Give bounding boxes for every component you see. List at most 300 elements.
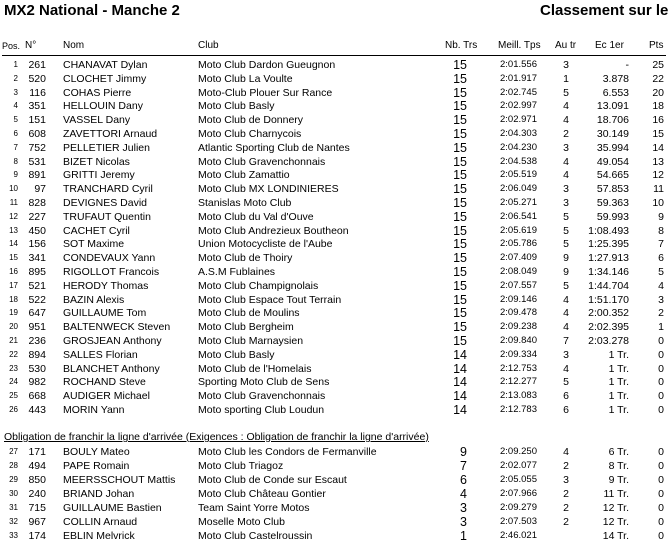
table-row xyxy=(0,445,668,459)
cell-pos: 14 xyxy=(9,239,18,249)
cell-name: EBLIN Melvrick xyxy=(63,530,135,542)
cell-autr: 7 xyxy=(563,335,569,347)
cell-club: Moto Club Triagoz xyxy=(198,460,284,472)
cell-trs: 15 xyxy=(453,306,467,321)
cell-club: Moto Club Charnycois xyxy=(198,128,302,140)
cell-pos: 15 xyxy=(9,253,18,263)
cell-name: COHAS Pierre xyxy=(63,86,132,99)
cell-time: 2:09.279 xyxy=(500,502,537,513)
cell-ecart: 1 Tr. xyxy=(608,404,629,416)
cell-pos: 1 xyxy=(13,60,18,69)
table-row xyxy=(0,99,668,113)
cell-pos: 26 xyxy=(9,405,18,414)
cell-autr: 3 xyxy=(563,474,569,486)
table-row xyxy=(0,58,668,72)
cell-time: 2:04.303 xyxy=(500,128,537,139)
cell-num: 891 xyxy=(28,169,46,182)
cell-num: 895 xyxy=(28,266,46,278)
cell-trs: 15 xyxy=(453,237,467,252)
cell-autr: 2 xyxy=(563,488,569,500)
cell-ecart: 1:25.395 xyxy=(588,238,629,251)
cell-ecart: - xyxy=(625,59,629,71)
cell-club: Moto sporting Club Loudun xyxy=(198,404,325,416)
cell-autr: 3 xyxy=(563,59,569,71)
section-note: Obligation de franchir la ligne d'arrivée (Exigences : Obligation de franchir la ligne d'arrivée) xyxy=(4,431,429,443)
cell-autr: 2 xyxy=(563,516,569,528)
cell-club: Sporting Moto Club de Sens xyxy=(198,376,330,389)
cell-time: 2:06.049 xyxy=(500,183,537,195)
cell-num: 647 xyxy=(28,307,46,320)
cell-trs: 15 xyxy=(453,113,467,128)
cell-name: CONDEVAUX Yann xyxy=(63,252,156,265)
cell-autr: 4 xyxy=(563,169,569,182)
cell-ecart: 1:44.704 xyxy=(588,279,629,292)
cell-club: Moto Club de l'Homelais xyxy=(198,362,312,375)
table-row xyxy=(0,487,668,501)
cell-num: 850 xyxy=(28,474,46,486)
cell-num: 530 xyxy=(28,362,46,375)
cell-pos: 25 xyxy=(9,391,18,401)
table-row xyxy=(0,224,668,238)
cell-trs: 15 xyxy=(453,154,467,169)
cell-time: 2:07.503 xyxy=(500,516,537,527)
cell-num: 443 xyxy=(28,404,46,416)
cell-time: 2:05.055 xyxy=(500,474,537,485)
cell-num: 521 xyxy=(28,279,46,292)
cell-ecart: 1 Tr. xyxy=(608,362,629,375)
cell-pos: 10 xyxy=(9,184,18,194)
cell-ecart: 49.054 xyxy=(596,155,629,168)
cell-num: 240 xyxy=(28,488,46,500)
cell-autr: 4 xyxy=(563,114,569,127)
cell-pos: 23 xyxy=(9,363,18,373)
header-num: N° xyxy=(25,40,37,51)
cell-ecart: 18.706 xyxy=(596,114,629,127)
cell-ecart: 35.994 xyxy=(596,141,629,154)
cell-name: PAPE Romain xyxy=(63,460,130,472)
cell-trs: 3 xyxy=(460,501,467,515)
cell-trs: 6 xyxy=(460,473,467,487)
header-pts: Pts xyxy=(649,40,664,51)
table-row xyxy=(0,389,668,403)
cell-club: Team Saint Yorre Motos xyxy=(198,502,310,514)
cell-pts: 0 xyxy=(658,446,664,458)
cell-autr: 5 xyxy=(563,86,569,99)
cell-autr: 5 xyxy=(563,224,569,237)
cell-club: Moselle Moto Club xyxy=(198,516,285,528)
table-row xyxy=(0,127,668,141)
cell-name: TRUFAUT Quentin xyxy=(63,210,151,223)
cell-pts: 13 xyxy=(652,155,664,168)
cell-time: 2:07.557 xyxy=(500,279,537,291)
cell-time: 2:46.021 xyxy=(500,530,537,541)
cell-pts: 0 xyxy=(658,390,664,403)
cell-club: Moto Club Andrezieux Boutheon xyxy=(198,224,349,237)
cell-ecart: 9 Tr. xyxy=(608,474,629,486)
cell-autr: 4 xyxy=(563,100,569,113)
cell-time: 2:09.840 xyxy=(500,335,537,346)
cell-num: 608 xyxy=(28,128,46,140)
cell-num: 894 xyxy=(28,348,46,361)
cell-name: GUILLAUME Tom xyxy=(63,307,147,320)
cell-pos: 6 xyxy=(13,129,18,138)
table-row xyxy=(0,320,668,334)
cell-club: A.S.M Fublaines xyxy=(198,266,276,278)
cell-autr: 5 xyxy=(563,210,569,223)
cell-pts: 16 xyxy=(652,114,664,127)
cell-autr: 1 xyxy=(563,72,569,85)
cell-club: Stanislas Moto Club xyxy=(198,197,292,209)
cell-ecart: 59.363 xyxy=(596,197,629,209)
cell-ecart: 1:08.493 xyxy=(588,224,629,237)
cell-club: Moto Club de Thoiry xyxy=(198,252,293,265)
cell-trs: 15 xyxy=(453,265,467,279)
cell-pos: 8 xyxy=(13,156,18,166)
cell-ecart: 11 Tr. xyxy=(603,488,629,500)
cell-pts: 0 xyxy=(658,516,664,528)
cell-time: 2:09.238 xyxy=(500,321,537,333)
cell-num: 174 xyxy=(28,530,46,542)
cell-num: 116 xyxy=(29,86,46,99)
cell-ecart: 8 Tr. xyxy=(608,460,629,472)
cell-trs: 15 xyxy=(453,223,467,238)
cell-time: 2:05.271 xyxy=(500,197,537,208)
header-autr: Au tr xyxy=(555,40,577,51)
table-row xyxy=(0,375,668,389)
cell-pos: 12 xyxy=(9,211,18,221)
cell-trs: 15 xyxy=(453,140,467,155)
cell-ecart: 30.149 xyxy=(596,128,629,140)
cell-time: 2:12.753 xyxy=(500,362,537,374)
cell-num: 531 xyxy=(28,155,46,168)
cell-club: Moto Club de Conde sur Escaut xyxy=(198,474,347,486)
cell-autr: 5 xyxy=(563,238,569,251)
cell-name: AUDIGER Michael xyxy=(63,390,150,403)
cell-name: GRITTI Jeremy xyxy=(63,169,135,182)
cell-pts: 12 xyxy=(652,169,664,182)
cell-pos: 19 xyxy=(9,308,18,318)
cell-trs: 1 xyxy=(460,529,467,543)
cell-name: HELLOUIN Dany xyxy=(63,100,143,113)
cell-name: BAZIN Alexis xyxy=(63,293,125,306)
cell-pts: 22 xyxy=(652,72,664,85)
cell-pos: 11 xyxy=(9,198,18,207)
cell-pos: 5 xyxy=(13,115,18,125)
cell-autr: 5 xyxy=(563,376,569,389)
cell-autr: 5 xyxy=(563,279,569,292)
cell-num: 97 xyxy=(34,183,46,196)
table-row xyxy=(0,86,668,100)
cell-autr: 3 xyxy=(563,141,569,154)
cell-pts: 0 xyxy=(658,460,664,472)
cell-pts: 6 xyxy=(658,252,664,265)
header-ecart: Ec 1er xyxy=(595,40,624,51)
cell-num: 668 xyxy=(28,390,46,403)
cell-name: BOULY Mateo xyxy=(63,446,130,458)
cell-pos: 27 xyxy=(9,447,18,456)
cell-time: 2:05.786 xyxy=(500,238,537,250)
cell-pts: 0 xyxy=(658,474,664,486)
cell-time: 2:09.146 xyxy=(500,293,537,305)
cell-name: ZAVETTORI Arnaud xyxy=(63,128,158,140)
cell-ecart: 14 Tr. xyxy=(602,530,629,542)
cell-ecart: 1:51.170 xyxy=(588,293,629,306)
cell-name: VASSEL Dany xyxy=(63,114,131,127)
table-row xyxy=(0,251,668,265)
cell-club: Moto Club Château Gontier xyxy=(198,488,326,500)
cell-ecart: 6 Tr. xyxy=(608,446,629,458)
cell-time: 2:01.917 xyxy=(500,72,537,84)
cell-num: 494 xyxy=(28,460,46,472)
header-pos: Pos. xyxy=(2,41,21,51)
cell-pts: 10 xyxy=(652,197,664,209)
cell-trs: 15 xyxy=(453,168,467,183)
cell-name: COLLIN Arnaud xyxy=(63,516,138,528)
cell-autr: 2 xyxy=(563,128,569,140)
cell-trs: 15 xyxy=(453,278,467,293)
cell-pts: 0 xyxy=(658,488,664,500)
cell-num: 715 xyxy=(28,502,46,514)
cell-time: 2:02.971 xyxy=(500,114,537,126)
cell-trs: 14 xyxy=(453,347,467,362)
cell-autr: 4 xyxy=(563,446,569,458)
cell-time: 2:13.083 xyxy=(500,390,537,402)
cell-autr: 2 xyxy=(563,460,569,472)
cell-pts: 0 xyxy=(658,376,664,389)
page-subtitle: Classement sur le xyxy=(540,2,668,19)
cell-num: 828 xyxy=(28,197,46,209)
cell-pos: 20 xyxy=(9,322,18,332)
table-row xyxy=(0,72,668,86)
cell-club: Moto Club Marnaysien xyxy=(198,335,304,347)
cell-pts: 0 xyxy=(658,502,664,514)
cell-autr: 6 xyxy=(563,404,569,416)
cell-pts: 2 xyxy=(658,307,664,320)
cell-num: 982 xyxy=(28,376,46,389)
cell-pts: 11 xyxy=(653,183,664,196)
cell-autr: 9 xyxy=(563,252,569,265)
cell-name: GUILLAUME Bastien xyxy=(63,502,162,514)
header-divider xyxy=(2,55,666,56)
cell-num: 156 xyxy=(28,238,46,251)
table-row xyxy=(0,459,668,473)
cell-club: Moto Club Champignolais xyxy=(198,279,319,292)
cell-club: Moto Club Gravenchonnais xyxy=(198,390,326,403)
cell-name: MORIN Yann xyxy=(63,404,125,416)
cell-pts: 14 xyxy=(652,141,664,154)
table-row xyxy=(0,182,668,196)
cell-time: 2:09.334 xyxy=(500,348,537,360)
cell-pts: 18 xyxy=(652,100,664,113)
cell-club: Moto Club Espace Tout Terrain xyxy=(198,293,342,306)
cell-ecart: 6.553 xyxy=(602,86,629,99)
cell-pos: 31 xyxy=(9,503,18,512)
cell-name: SOT Maxime xyxy=(63,238,125,251)
header-club: Club xyxy=(198,40,219,51)
table-row xyxy=(0,334,668,348)
cell-club: Moto Club Basly xyxy=(198,100,275,113)
cell-pts: 7 xyxy=(658,238,664,251)
cell-name: BRIAND Johan xyxy=(63,488,135,500)
cell-name: HERODY Thomas xyxy=(63,279,149,292)
table-row xyxy=(0,113,668,127)
cell-club: Moto Club Dardon Gueugnon xyxy=(198,59,336,71)
cell-ecart: 57.853 xyxy=(596,183,629,196)
cell-ecart: 59.993 xyxy=(596,210,629,223)
cell-pts: 0 xyxy=(658,348,664,361)
cell-pos: 4 xyxy=(13,101,18,111)
cell-autr: 3 xyxy=(563,197,569,209)
cell-trs: 9 xyxy=(460,445,467,459)
cell-ecart: 1:27.913 xyxy=(588,252,629,265)
cell-pos: 30 xyxy=(9,489,18,498)
cell-ecart: 2:00.352 xyxy=(588,307,629,320)
cell-time: 2:07.966 xyxy=(500,488,537,499)
cell-name: CHANAVAT Dylan xyxy=(63,59,148,71)
cell-autr: 9 xyxy=(563,266,569,278)
cell-pos: 32 xyxy=(9,517,18,526)
table-row xyxy=(0,515,668,529)
cell-time: 2:02.745 xyxy=(500,86,537,98)
cell-num: 171 xyxy=(28,446,46,458)
cell-trs: 15 xyxy=(453,251,467,266)
cell-autr: 4 xyxy=(563,362,569,375)
cell-time: 2:07.409 xyxy=(500,252,537,264)
table-row xyxy=(0,141,668,155)
cell-num: 951 xyxy=(28,321,46,334)
cell-club: Moto Club du Val d'Ouve xyxy=(198,210,314,223)
cell-pos: 28 xyxy=(9,461,18,470)
cell-trs: 15 xyxy=(453,292,467,307)
cell-num: 520 xyxy=(28,72,46,85)
cell-autr: 4 xyxy=(563,307,569,320)
cell-time: 2:04.538 xyxy=(500,155,537,167)
cell-pts: 0 xyxy=(658,362,664,375)
cell-name: DEVIGNES David xyxy=(63,197,148,209)
cell-club: Atlantic Sporting Club de Nantes xyxy=(198,141,350,154)
cell-trs: 15 xyxy=(453,334,467,348)
cell-trs: 15 xyxy=(453,320,467,335)
cell-time: 2:01.556 xyxy=(500,59,537,70)
cell-trs: 7 xyxy=(460,459,467,473)
cell-trs: 4 xyxy=(460,487,467,501)
table-row xyxy=(0,403,668,417)
cell-num: 351 xyxy=(28,100,46,113)
cell-trs: 15 xyxy=(453,182,467,197)
cell-pos: 22 xyxy=(9,349,18,359)
cell-name: GROSJEAN Anthony xyxy=(63,335,162,347)
cell-pos: 24 xyxy=(9,377,18,387)
table-row xyxy=(0,237,668,251)
table-row xyxy=(0,293,668,307)
cell-pts: 8 xyxy=(658,224,664,237)
cell-time: 2:05.519 xyxy=(500,169,537,181)
table-row xyxy=(0,265,668,279)
cell-trs: 15 xyxy=(453,196,467,210)
cell-pts: 0 xyxy=(658,404,664,416)
cell-pos: 33 xyxy=(9,531,18,540)
cell-time: 2:04.230 xyxy=(500,141,537,153)
cell-pos: 16 xyxy=(9,267,18,276)
cell-club: Moto Club Bergheim xyxy=(198,321,294,334)
cell-autr: 2 xyxy=(563,502,569,514)
cell-trs: 15 xyxy=(453,127,467,141)
cell-pts: 4 xyxy=(658,279,664,292)
cell-trs: 15 xyxy=(453,58,467,72)
cell-ecart: 3.878 xyxy=(602,72,629,85)
cell-autr: 4 xyxy=(563,155,569,168)
cell-club: Moto Club MX LONDINIERES xyxy=(198,183,339,196)
cell-time: 2:02.997 xyxy=(500,100,537,112)
table-row xyxy=(0,501,668,515)
cell-name: SALLES Florian xyxy=(63,348,138,361)
cell-time: 2:05.619 xyxy=(500,224,537,236)
cell-club: Moto Club de Moulins xyxy=(198,307,300,320)
cell-autr: 4 xyxy=(563,321,569,334)
cell-ecart: 13.091 xyxy=(596,100,629,113)
cell-club: Moto Club Castelroussin xyxy=(198,530,313,542)
cell-ecart: 1 Tr. xyxy=(608,348,629,361)
cell-club: Moto Club Gravenchonnais xyxy=(198,155,326,168)
header-trs: Nb. Trs xyxy=(445,40,478,51)
cell-time: 2:09.478 xyxy=(500,307,537,319)
table-row xyxy=(0,155,668,169)
cell-trs: 14 xyxy=(453,389,467,404)
cell-num: 236 xyxy=(28,335,46,347)
cell-ecart: 12 Tr. xyxy=(602,502,629,514)
cell-ecart: 1:34.146 xyxy=(588,266,629,278)
cell-ecart: 12 Tr. xyxy=(602,516,629,528)
cell-ecart: 54.665 xyxy=(596,169,629,182)
cell-num: 522 xyxy=(28,293,46,306)
cell-time: 2:02.077 xyxy=(500,460,537,471)
cell-time: 2:06.541 xyxy=(500,210,537,222)
cell-name: CACHET Cyril xyxy=(63,224,130,237)
cell-trs: 14 xyxy=(453,403,467,417)
cell-pos: 29 xyxy=(9,475,18,484)
cell-pts: 1 xyxy=(658,321,664,334)
cell-time: 2:12.783 xyxy=(500,404,537,415)
cell-ecart: 2:03.278 xyxy=(588,335,629,347)
cell-num: 967 xyxy=(28,516,46,528)
cell-name: TRANCHARD Cyril xyxy=(63,183,153,196)
cell-pos: 13 xyxy=(9,225,18,235)
cell-num: 227 xyxy=(28,210,46,223)
cell-num: 450 xyxy=(28,224,46,237)
cell-ecart: 1 Tr. xyxy=(608,390,629,403)
table-row xyxy=(0,348,668,362)
table-row xyxy=(0,306,668,320)
cell-ecart: 1 Tr. xyxy=(608,376,629,389)
table-row xyxy=(0,473,668,487)
cell-autr: 4 xyxy=(563,293,569,306)
cell-pts: 9 xyxy=(658,210,664,223)
table-row xyxy=(0,210,668,224)
cell-pts: 5 xyxy=(658,266,664,278)
cell-time: 2:09.250 xyxy=(500,446,537,457)
cell-trs: 15 xyxy=(453,85,467,100)
cell-pos: 9 xyxy=(13,170,18,180)
cell-pts: 0 xyxy=(658,530,664,542)
header-name: Nom xyxy=(63,40,85,51)
cell-num: 151 xyxy=(28,114,46,127)
cell-club: Moto Club de Donnery xyxy=(198,114,304,127)
cell-trs: 3 xyxy=(460,515,467,529)
table-row xyxy=(0,529,668,543)
cell-autr: 3 xyxy=(563,348,569,361)
cell-name: BALTENWECK Steven xyxy=(63,321,171,334)
cell-pos: 3 xyxy=(13,87,18,97)
